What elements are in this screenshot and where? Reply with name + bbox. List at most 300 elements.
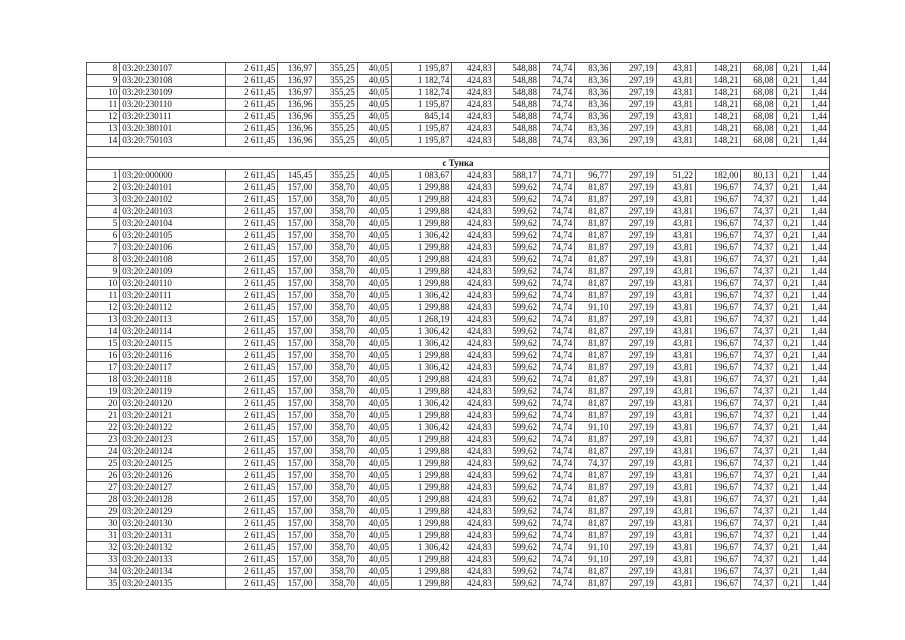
value-cell: 81,87 bbox=[575, 578, 611, 590]
value-cell: 599,62 bbox=[494, 254, 539, 266]
value-cell: 2 611,45 bbox=[225, 314, 277, 326]
value-cell: 297,19 bbox=[611, 578, 656, 590]
value-cell: 2 611,45 bbox=[225, 326, 277, 338]
value-cell: 0,21 bbox=[776, 350, 801, 362]
value-cell: 2 611,45 bbox=[225, 362, 277, 374]
value-cell: 599,62 bbox=[494, 518, 539, 530]
cadastral-code-cell: 03:20:240120 bbox=[120, 398, 226, 410]
value-cell: 599,62 bbox=[494, 338, 539, 350]
value-cell: 81,87 bbox=[575, 326, 611, 338]
value-cell: 43,81 bbox=[656, 578, 695, 590]
table-row bbox=[87, 135, 830, 147]
value-cell: 40,05 bbox=[357, 458, 391, 470]
value-cell: 196,67 bbox=[696, 194, 741, 206]
value-cell: 424,83 bbox=[452, 170, 494, 182]
value-cell: 74,74 bbox=[540, 254, 575, 266]
value-cell: 157,00 bbox=[278, 338, 315, 350]
value-cell: 358,70 bbox=[315, 458, 357, 470]
value-cell: 355,25 bbox=[315, 87, 357, 99]
row-number-cell: 11 bbox=[87, 99, 120, 111]
value-cell: 424,83 bbox=[452, 386, 494, 398]
value-cell: 2 611,45 bbox=[225, 410, 277, 422]
value-cell: 74,74 bbox=[540, 578, 575, 590]
value-cell: 358,70 bbox=[315, 422, 357, 434]
value-cell: 74,74 bbox=[540, 230, 575, 242]
cadastral-code-cell: 03:20:240123 bbox=[120, 434, 226, 446]
value-cell: 91,10 bbox=[575, 542, 611, 554]
value-cell: 599,62 bbox=[494, 482, 539, 494]
value-cell: 2 611,45 bbox=[225, 302, 277, 314]
cadastral-code-cell: 03:20:240132 bbox=[120, 542, 226, 554]
value-cell: 1 306,42 bbox=[392, 398, 452, 410]
value-cell: 358,70 bbox=[315, 434, 357, 446]
row-number-cell: 11 bbox=[87, 290, 120, 302]
table-row bbox=[87, 374, 830, 386]
value-cell: 43,81 bbox=[656, 566, 695, 578]
value-cell: 599,62 bbox=[494, 494, 539, 506]
value-cell: 424,83 bbox=[452, 123, 494, 135]
value-cell: 74,74 bbox=[540, 218, 575, 230]
value-cell: 43,81 bbox=[656, 182, 695, 194]
value-cell: 43,81 bbox=[656, 398, 695, 410]
value-cell: 83,36 bbox=[575, 75, 611, 87]
value-cell: 1,44 bbox=[801, 99, 829, 111]
row-number-cell: 10 bbox=[87, 87, 120, 99]
value-cell: 43,81 bbox=[656, 278, 695, 290]
table-row bbox=[87, 194, 830, 206]
cadastral-code-cell: 03:20:240108 bbox=[120, 254, 226, 266]
cadastral-code-cell: 03:20:240102 bbox=[120, 194, 226, 206]
value-cell: 599,62 bbox=[494, 194, 539, 206]
value-cell: 424,83 bbox=[452, 578, 494, 590]
value-cell: 424,83 bbox=[452, 506, 494, 518]
value-cell: 74,37 bbox=[741, 446, 776, 458]
table-row bbox=[87, 338, 830, 350]
cadastral-code-cell: 03:20:240115 bbox=[120, 338, 226, 350]
table-row bbox=[87, 218, 830, 230]
value-cell: 1,44 bbox=[801, 290, 829, 302]
value-cell: 1 299,88 bbox=[392, 566, 452, 578]
value-cell: 196,67 bbox=[696, 494, 741, 506]
value-cell: 297,19 bbox=[611, 63, 656, 75]
value-cell: 358,70 bbox=[315, 242, 357, 254]
value-cell: 196,67 bbox=[696, 230, 741, 242]
value-cell: 1,44 bbox=[801, 482, 829, 494]
value-cell: 74,74 bbox=[540, 530, 575, 542]
value-cell: 424,83 bbox=[452, 554, 494, 566]
value-cell: 424,83 bbox=[452, 242, 494, 254]
value-cell: 91,10 bbox=[575, 302, 611, 314]
value-cell: 297,19 bbox=[611, 542, 656, 554]
row-number-cell: 5 bbox=[87, 218, 120, 230]
table-row bbox=[87, 518, 830, 530]
value-cell: 196,67 bbox=[696, 554, 741, 566]
value-cell: 358,70 bbox=[315, 542, 357, 554]
value-cell: 40,05 bbox=[357, 63, 391, 75]
value-cell: 40,05 bbox=[357, 470, 391, 482]
value-cell: 157,00 bbox=[278, 206, 315, 218]
value-cell: 1,44 bbox=[801, 302, 829, 314]
value-cell: 297,19 bbox=[611, 135, 656, 147]
value-cell: 43,81 bbox=[656, 350, 695, 362]
cadastral-code-cell: 03:20:240128 bbox=[120, 494, 226, 506]
value-cell: 74,74 bbox=[540, 482, 575, 494]
value-cell: 297,19 bbox=[611, 422, 656, 434]
value-cell: 297,19 bbox=[611, 111, 656, 123]
value-cell: 81,87 bbox=[575, 338, 611, 350]
value-cell: 81,87 bbox=[575, 350, 611, 362]
value-cell: 0,21 bbox=[776, 326, 801, 338]
value-cell: 74,74 bbox=[540, 458, 575, 470]
value-cell: 1 299,88 bbox=[392, 374, 452, 386]
value-cell: 43,81 bbox=[656, 386, 695, 398]
value-cell: 548,88 bbox=[494, 63, 539, 75]
value-cell: 83,36 bbox=[575, 135, 611, 147]
value-cell: 1 299,88 bbox=[392, 482, 452, 494]
value-cell: 355,25 bbox=[315, 123, 357, 135]
value-cell: 157,00 bbox=[278, 326, 315, 338]
cadastral-code-cell: 03:20:240117 bbox=[120, 362, 226, 374]
value-cell: 157,00 bbox=[278, 254, 315, 266]
value-cell: 599,62 bbox=[494, 218, 539, 230]
table-row bbox=[87, 506, 830, 518]
value-cell: 2 611,45 bbox=[225, 554, 277, 566]
value-cell: 2 611,45 bbox=[225, 194, 277, 206]
value-cell: 1 299,88 bbox=[392, 206, 452, 218]
value-cell: 1,44 bbox=[801, 446, 829, 458]
value-cell: 40,05 bbox=[357, 99, 391, 111]
value-cell: 599,62 bbox=[494, 530, 539, 542]
value-cell: 74,37 bbox=[575, 458, 611, 470]
value-cell: 2 611,45 bbox=[225, 542, 277, 554]
value-cell: 196,67 bbox=[696, 362, 741, 374]
table-row bbox=[87, 230, 830, 242]
value-cell: 81,87 bbox=[575, 290, 611, 302]
value-cell: 0,21 bbox=[776, 111, 801, 123]
table-row bbox=[87, 458, 830, 470]
section-header-row bbox=[87, 158, 830, 170]
value-cell: 1,44 bbox=[801, 135, 829, 147]
value-cell: 74,37 bbox=[741, 554, 776, 566]
row-number-cell: 28 bbox=[87, 494, 120, 506]
value-cell: 2 611,45 bbox=[225, 506, 277, 518]
value-cell: 358,70 bbox=[315, 386, 357, 398]
value-cell: 91,10 bbox=[575, 422, 611, 434]
value-cell: 74,74 bbox=[540, 99, 575, 111]
value-cell: 136,96 bbox=[278, 135, 315, 147]
value-cell: 74,37 bbox=[741, 218, 776, 230]
value-cell: 157,00 bbox=[278, 230, 315, 242]
value-cell: 424,83 bbox=[452, 290, 494, 302]
table-row bbox=[87, 422, 830, 434]
value-cell: 1 299,88 bbox=[392, 242, 452, 254]
value-cell: 157,00 bbox=[278, 290, 315, 302]
value-cell: 81,87 bbox=[575, 218, 611, 230]
value-cell: 0,21 bbox=[776, 470, 801, 482]
value-cell: 1 306,42 bbox=[392, 542, 452, 554]
value-cell: 1,44 bbox=[801, 530, 829, 542]
value-cell: 1,44 bbox=[801, 111, 829, 123]
value-cell: 74,74 bbox=[540, 182, 575, 194]
value-cell: 196,67 bbox=[696, 470, 741, 482]
value-cell: 297,19 bbox=[611, 278, 656, 290]
value-cell: 358,70 bbox=[315, 518, 357, 530]
row-number-cell: 25 bbox=[87, 458, 120, 470]
table-row bbox=[87, 266, 830, 278]
value-cell: 424,83 bbox=[452, 87, 494, 99]
value-cell: 81,87 bbox=[575, 254, 611, 266]
value-cell: 297,19 bbox=[611, 242, 656, 254]
data-sheet bbox=[86, 62, 830, 590]
value-cell: 1 299,88 bbox=[392, 350, 452, 362]
value-cell: 1,44 bbox=[801, 554, 829, 566]
value-cell: 196,67 bbox=[696, 206, 741, 218]
value-cell: 43,81 bbox=[656, 530, 695, 542]
value-cell: 81,87 bbox=[575, 278, 611, 290]
value-cell: 196,67 bbox=[696, 446, 741, 458]
value-cell: 196,67 bbox=[696, 326, 741, 338]
table-row bbox=[87, 254, 830, 266]
table-row bbox=[87, 206, 830, 218]
row-number-cell: 4 bbox=[87, 206, 120, 218]
value-cell: 424,83 bbox=[452, 111, 494, 123]
value-cell: 297,19 bbox=[611, 386, 656, 398]
cadastral-code-cell: 03:20:240109 bbox=[120, 266, 226, 278]
value-cell: 0,21 bbox=[776, 542, 801, 554]
value-cell: 40,05 bbox=[357, 434, 391, 446]
value-cell: 74,74 bbox=[540, 398, 575, 410]
value-cell: 358,70 bbox=[315, 230, 357, 242]
table-row bbox=[87, 530, 830, 542]
value-cell: 136,97 bbox=[278, 87, 315, 99]
value-cell: 358,70 bbox=[315, 302, 357, 314]
value-cell: 74,74 bbox=[540, 326, 575, 338]
value-cell: 43,81 bbox=[656, 362, 695, 374]
value-cell: 74,74 bbox=[540, 242, 575, 254]
value-cell: 0,21 bbox=[776, 182, 801, 194]
value-cell: 157,00 bbox=[278, 446, 315, 458]
value-cell: 68,08 bbox=[741, 87, 776, 99]
cadastral-code-cell: 03:20:240124 bbox=[120, 446, 226, 458]
value-cell: 40,05 bbox=[357, 194, 391, 206]
value-cell: 40,05 bbox=[357, 266, 391, 278]
value-cell: 74,37 bbox=[741, 302, 776, 314]
value-cell: 74,37 bbox=[741, 422, 776, 434]
value-cell: 83,36 bbox=[575, 63, 611, 75]
value-cell: 196,67 bbox=[696, 578, 741, 590]
value-cell: 74,74 bbox=[540, 75, 575, 87]
value-cell: 1 299,88 bbox=[392, 434, 452, 446]
value-cell: 157,00 bbox=[278, 554, 315, 566]
value-cell: 599,62 bbox=[494, 506, 539, 518]
value-cell: 1 299,88 bbox=[392, 470, 452, 482]
value-cell: 1 306,42 bbox=[392, 422, 452, 434]
table-row bbox=[87, 314, 830, 326]
value-cell: 40,05 bbox=[357, 111, 391, 123]
cadastral-code-cell: 03:20:230111 bbox=[120, 111, 226, 123]
value-cell: 68,08 bbox=[741, 99, 776, 111]
value-cell: 297,19 bbox=[611, 566, 656, 578]
value-cell: 2 611,45 bbox=[225, 530, 277, 542]
value-cell: 136,96 bbox=[278, 111, 315, 123]
table-row bbox=[87, 494, 830, 506]
table-row bbox=[87, 278, 830, 290]
value-cell: 297,19 bbox=[611, 290, 656, 302]
value-cell: 0,21 bbox=[776, 206, 801, 218]
value-cell: 599,62 bbox=[494, 566, 539, 578]
value-cell: 43,81 bbox=[656, 470, 695, 482]
value-cell: 424,83 bbox=[452, 194, 494, 206]
value-cell: 74,74 bbox=[540, 410, 575, 422]
value-cell: 1,44 bbox=[801, 518, 829, 530]
value-cell: 74,37 bbox=[741, 338, 776, 350]
value-cell: 74,74 bbox=[540, 278, 575, 290]
value-cell: 74,71 bbox=[540, 170, 575, 182]
value-cell: 588,17 bbox=[494, 170, 539, 182]
value-cell: 1 299,88 bbox=[392, 554, 452, 566]
value-cell: 1 299,88 bbox=[392, 218, 452, 230]
value-cell: 1 195,87 bbox=[392, 63, 452, 75]
value-cell: 2 611,45 bbox=[225, 230, 277, 242]
value-cell: 196,67 bbox=[696, 482, 741, 494]
value-cell: 1,44 bbox=[801, 434, 829, 446]
cadastral-code-cell: 03:20:240105 bbox=[120, 230, 226, 242]
value-cell: 80,13 bbox=[741, 170, 776, 182]
value-cell: 2 611,45 bbox=[225, 458, 277, 470]
value-cell: 1 299,88 bbox=[392, 494, 452, 506]
value-cell: 157,00 bbox=[278, 578, 315, 590]
value-cell: 358,70 bbox=[315, 278, 357, 290]
value-cell: 148,21 bbox=[696, 111, 741, 123]
value-cell: 40,05 bbox=[357, 350, 391, 362]
spacer-cell bbox=[87, 147, 830, 158]
value-cell: 297,19 bbox=[611, 410, 656, 422]
value-cell: 355,25 bbox=[315, 111, 357, 123]
row-number-cell: 21 bbox=[87, 410, 120, 422]
value-cell: 157,00 bbox=[278, 374, 315, 386]
value-cell: 74,37 bbox=[741, 494, 776, 506]
value-cell: 157,00 bbox=[278, 218, 315, 230]
value-cell: 157,00 bbox=[278, 278, 315, 290]
value-cell: 83,36 bbox=[575, 87, 611, 99]
value-cell: 845,14 bbox=[392, 111, 452, 123]
value-cell: 2 611,45 bbox=[225, 135, 277, 147]
value-cell: 157,00 bbox=[278, 530, 315, 542]
value-cell: 424,83 bbox=[452, 350, 494, 362]
value-cell: 81,87 bbox=[575, 362, 611, 374]
cadastral-code-cell: 03:20:240104 bbox=[120, 218, 226, 230]
value-cell: 2 611,45 bbox=[225, 218, 277, 230]
value-cell: 81,87 bbox=[575, 506, 611, 518]
value-cell: 358,70 bbox=[315, 578, 357, 590]
row-number-cell: 12 bbox=[87, 111, 120, 123]
value-cell: 40,05 bbox=[357, 314, 391, 326]
row-number-cell: 24 bbox=[87, 446, 120, 458]
row-number-cell: 26 bbox=[87, 470, 120, 482]
table-row bbox=[87, 111, 830, 123]
value-cell: 599,62 bbox=[494, 206, 539, 218]
value-cell: 2 611,45 bbox=[225, 242, 277, 254]
value-cell: 599,62 bbox=[494, 362, 539, 374]
value-cell: 136,96 bbox=[278, 123, 315, 135]
value-cell: 74,74 bbox=[540, 470, 575, 482]
value-cell: 74,37 bbox=[741, 206, 776, 218]
value-cell: 0,21 bbox=[776, 123, 801, 135]
value-cell: 297,19 bbox=[611, 99, 656, 111]
value-cell: 358,70 bbox=[315, 374, 357, 386]
value-cell: 2 611,45 bbox=[225, 182, 277, 194]
value-cell: 40,05 bbox=[357, 362, 391, 374]
value-cell: 0,21 bbox=[776, 218, 801, 230]
value-cell: 1,44 bbox=[801, 182, 829, 194]
value-cell: 1 306,42 bbox=[392, 338, 452, 350]
value-cell: 157,00 bbox=[278, 350, 315, 362]
value-cell: 297,19 bbox=[611, 446, 656, 458]
value-cell: 148,21 bbox=[696, 99, 741, 111]
value-cell: 196,67 bbox=[696, 506, 741, 518]
value-cell: 2 611,45 bbox=[225, 111, 277, 123]
value-cell: 1 299,88 bbox=[392, 278, 452, 290]
value-cell: 43,81 bbox=[656, 554, 695, 566]
value-cell: 0,21 bbox=[776, 278, 801, 290]
row-number-cell: 23 bbox=[87, 434, 120, 446]
value-cell: 599,62 bbox=[494, 278, 539, 290]
value-cell: 43,81 bbox=[656, 410, 695, 422]
row-number-cell: 8 bbox=[87, 63, 120, 75]
value-cell: 424,83 bbox=[452, 434, 494, 446]
value-cell: 196,67 bbox=[696, 386, 741, 398]
value-cell: 91,10 bbox=[575, 554, 611, 566]
value-cell: 157,00 bbox=[278, 314, 315, 326]
value-cell: 1,44 bbox=[801, 254, 829, 266]
table-row bbox=[87, 362, 830, 374]
cadastral-code-cell: 03:20:230108 bbox=[120, 75, 226, 87]
value-cell: 424,83 bbox=[452, 338, 494, 350]
value-cell: 358,70 bbox=[315, 554, 357, 566]
value-cell: 40,05 bbox=[357, 123, 391, 135]
value-cell: 2 611,45 bbox=[225, 278, 277, 290]
table-row bbox=[87, 578, 830, 590]
value-cell: 1,44 bbox=[801, 75, 829, 87]
value-cell: 157,00 bbox=[278, 266, 315, 278]
value-cell: 196,67 bbox=[696, 566, 741, 578]
value-cell: 424,83 bbox=[452, 302, 494, 314]
table-row bbox=[87, 63, 830, 75]
value-cell: 355,25 bbox=[315, 75, 357, 87]
value-cell: 1 299,88 bbox=[392, 446, 452, 458]
value-cell: 74,74 bbox=[540, 422, 575, 434]
value-cell: 196,67 bbox=[696, 434, 741, 446]
cadastral-code-cell: 03:20:240129 bbox=[120, 506, 226, 518]
table-row bbox=[87, 99, 830, 111]
value-cell: 424,83 bbox=[452, 230, 494, 242]
value-cell: 358,70 bbox=[315, 482, 357, 494]
value-cell: 40,05 bbox=[357, 542, 391, 554]
value-cell: 1 299,88 bbox=[392, 182, 452, 194]
value-cell: 0,21 bbox=[776, 266, 801, 278]
value-cell: 358,70 bbox=[315, 494, 357, 506]
value-cell: 196,67 bbox=[696, 254, 741, 266]
value-cell: 297,19 bbox=[611, 170, 656, 182]
value-cell: 355,25 bbox=[315, 99, 357, 111]
value-cell: 74,37 bbox=[741, 434, 776, 446]
value-cell: 40,05 bbox=[357, 554, 391, 566]
value-cell: 297,19 bbox=[611, 194, 656, 206]
table-row bbox=[87, 554, 830, 566]
value-cell: 1 299,88 bbox=[392, 302, 452, 314]
value-cell: 1,44 bbox=[801, 170, 829, 182]
value-cell: 81,87 bbox=[575, 446, 611, 458]
